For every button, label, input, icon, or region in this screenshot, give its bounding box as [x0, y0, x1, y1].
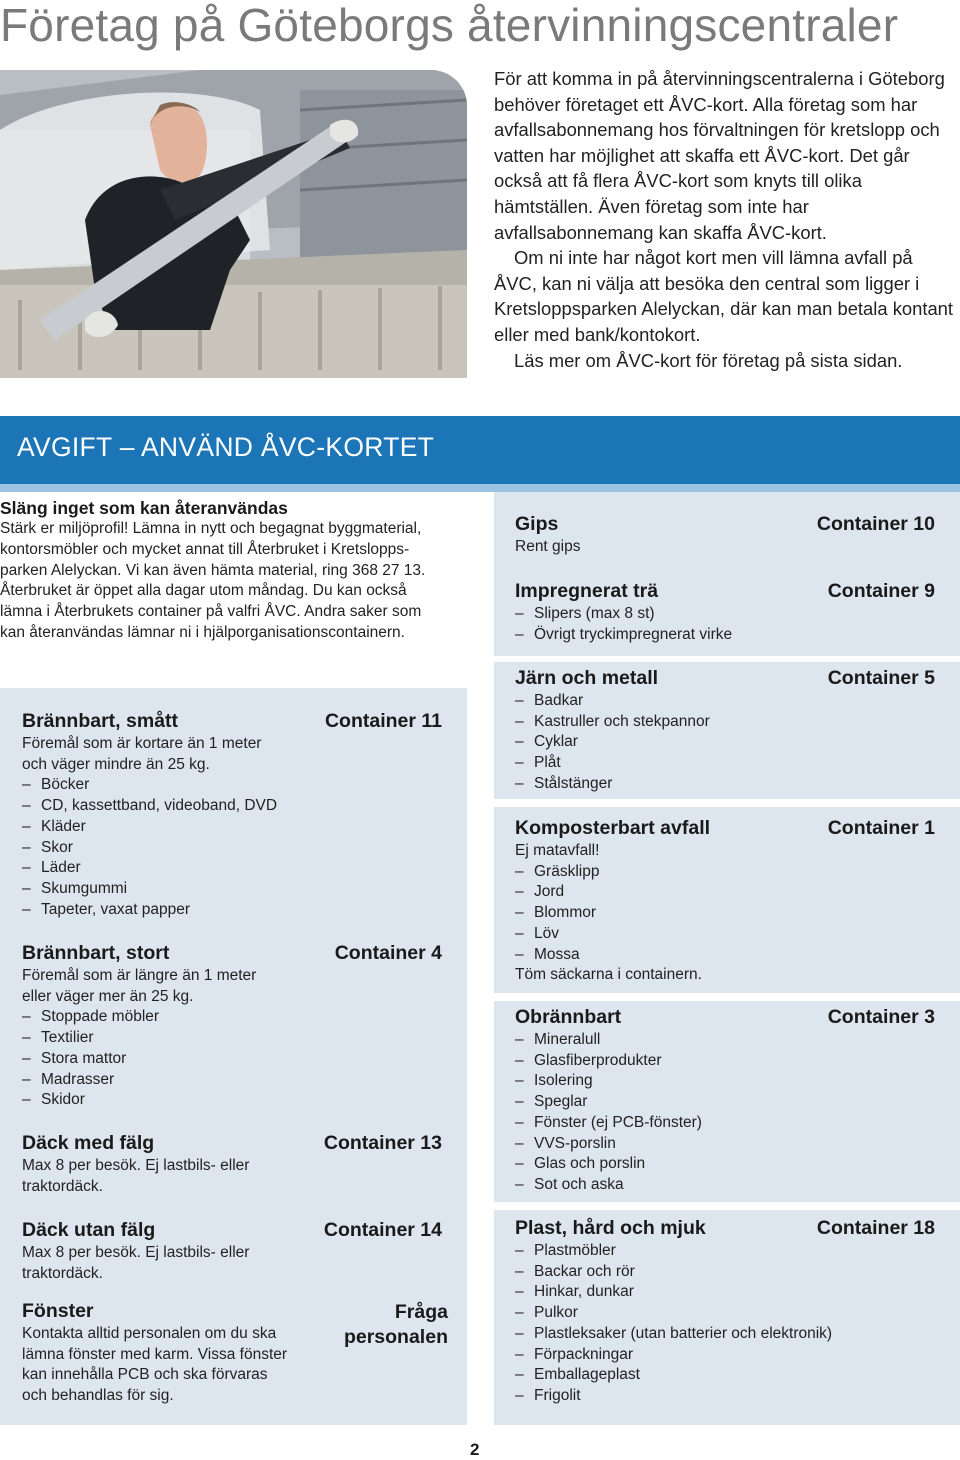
section-name: Komposterbart avfall	[515, 817, 711, 839]
container-label: Container 18	[816, 1217, 935, 1239]
list-item: – Backar och rör	[515, 1262, 935, 1283]
list-item: – Gräsklipp	[515, 862, 935, 883]
list-item: – Jord	[515, 882, 935, 903]
intro-paragraph-3: Läs mer om ÅVC-kort för företag på sista sidan.	[514, 349, 903, 371]
right-box-jarn	[494, 662, 960, 799]
reuse-line: kan återanvändas lämnar ni i hjälporganisationscontainern.	[0, 623, 405, 641]
section-desc: Rent gips	[515, 538, 581, 555]
section-header	[22, 1219, 442, 1243]
worker-photo-image	[0, 70, 467, 378]
section-plast	[515, 1217, 935, 1407]
container-label: Container 1	[827, 817, 935, 839]
section-name: Fönster	[22, 1300, 94, 1322]
list-item: – Löv	[515, 924, 935, 945]
container-label: Container 4	[334, 942, 442, 964]
section-footer: Töm säckarna i containern.	[515, 966, 702, 984]
list-item: – Plastmöbler	[515, 1241, 935, 1262]
section-dack-utan-falg	[22, 1219, 442, 1284]
section-name: Däck med fälg	[22, 1132, 155, 1154]
section-header	[515, 513, 935, 537]
section-name: Brännbart, smått	[22, 710, 179, 732]
list-item: – Böcker	[22, 775, 442, 796]
section-header	[22, 942, 442, 966]
list-item: – Isolering	[515, 1071, 935, 1092]
reuse-section	[0, 497, 470, 644]
intro-paragraph-2: Om ni inte har något kort men vill lämna avfall på ÅVC, kan ni välja att besöka den central som ligger i Kretsloppsparken Alelyckan, där kan man betala kontant eller med bank/kontokort.	[494, 247, 954, 345]
list-item: – Plåt	[515, 753, 935, 774]
list-item: – Cyklar	[515, 732, 935, 753]
list-item: – Slipers (max 8 st)	[515, 604, 935, 625]
section-dack-med-falg	[22, 1132, 442, 1197]
container-label: Container 11	[324, 710, 442, 732]
section-header	[515, 580, 935, 604]
section-brannbart-smatt	[22, 710, 442, 920]
list-item: – Fönster (ej PCB-fönster)	[515, 1113, 935, 1134]
list-item: – Glas och porslin	[515, 1154, 935, 1175]
section-header	[515, 667, 935, 691]
section-komposterbart	[515, 817, 935, 986]
section-brannbart-stort	[22, 942, 442, 1111]
page-title: Företag på Göteborgs återvinningscentraler	[0, 0, 899, 51]
intro-paragraph-1	[494, 66, 956, 245]
section-desc: Kontakta alltid personalen om du ska	[22, 1325, 277, 1342]
left-waste-box	[0, 688, 467, 1425]
list-item: – Skor	[22, 838, 442, 859]
section-header	[515, 1006, 935, 1030]
container-label: Container 10	[816, 513, 935, 535]
section-desc: Max 8 per besök. Ej lastbils- eller	[22, 1244, 250, 1261]
list-item: – Stora mattor	[22, 1049, 442, 1070]
section-desc: traktordäck.	[22, 1264, 103, 1282]
section-header	[515, 1217, 935, 1241]
list-item: – Sot och aska	[515, 1175, 935, 1196]
reuse-line: kontorsmöbler och mycket annat till Återbruket i Kretslopps-	[0, 540, 410, 558]
reuse-line: Återbruket är öppet alla dagar utom måndag. Du kan också	[0, 582, 407, 600]
section-header	[22, 710, 442, 734]
section-name: Obrännbart	[515, 1006, 622, 1028]
intro-text	[494, 66, 956, 373]
reuse-line: lämna i Återbrukets container på valfri ÅVC. Andra saker som	[0, 603, 422, 621]
list-item: – Pulkor	[515, 1303, 935, 1324]
fee-banner-title: AVGIFT – ANVÄND ÅVC-KORTET	[17, 432, 435, 462]
list-item: – Glasfiberprodukter	[515, 1051, 935, 1072]
list-item: – Hinkar, dunkar	[515, 1282, 935, 1303]
list-item: – CD, kassettband, videoband, DVD	[22, 796, 442, 817]
container-label: Container 14	[323, 1219, 442, 1241]
section-desc: och väger mindre än 25 kg.	[22, 755, 210, 773]
list-item: – Mineralull	[515, 1030, 935, 1051]
list-item: – Emballageplast	[515, 1365, 935, 1386]
list-item: – Skumgummi	[22, 879, 442, 900]
container-label	[344, 1300, 448, 1350]
worker-photo	[0, 70, 467, 378]
container-label: Container 9	[827, 580, 935, 602]
list-item: – Skidor	[22, 1090, 442, 1111]
list-item: – Läder	[22, 858, 442, 879]
section-header	[22, 1132, 442, 1156]
section-desc: Föremål som är längre än 1 meter	[22, 967, 257, 984]
list-item: – Blommor	[515, 903, 935, 924]
list-item: – Förpackningar	[515, 1345, 935, 1366]
list-item: – Tapeter, vaxat papper	[22, 900, 442, 921]
section-name: Impregnerat trä	[515, 580, 659, 602]
reuse-line: Stärk er miljöprofil! Lämna in nytt och begagnat byggmaterial,	[0, 520, 422, 537]
reuse-text	[0, 519, 470, 644]
right-box-obrannbart	[494, 1001, 960, 1202]
intro-p1: För att komma in på återvinningscentralerna i Göteborg behöver företaget ett ÅVC-kort. Alla företag som har avfallsabonnemang hos förvaltningen för kretslopp och vatten har möjlighet att skaffa ett ÅVC-kort. Det går också att få flera ÅVC-kort som knyts till olika hämtställen.	[494, 68, 945, 217]
section-desc: lämna fönster med karm. Vissa fönster	[22, 1345, 288, 1363]
section-note: Ej matavfall!	[515, 842, 600, 859]
right-box-kompost	[494, 807, 960, 993]
list-item: – Stålstänger	[515, 774, 935, 795]
container-label-line: personalen	[343, 1326, 448, 1348]
section-gips	[515, 513, 935, 558]
container-label: Container 13	[323, 1132, 442, 1154]
container-label: Container 3	[827, 1006, 935, 1028]
section-fonster	[22, 1300, 448, 1407]
section-desc: Föremål som är kortare än 1 meter	[22, 735, 262, 752]
section-name: Däck utan fälg	[22, 1219, 156, 1241]
section-desc: kan innehålla PCB och ska förvaras	[22, 1366, 268, 1384]
section-name: Brännbart, stort	[22, 942, 170, 964]
section-header	[515, 817, 935, 841]
container-label-line: Fråga	[394, 1301, 448, 1323]
section-jarn-och-metall	[515, 667, 935, 795]
section-desc: traktordäck.	[22, 1177, 103, 1195]
section-name: Plast, hård och mjuk	[515, 1217, 706, 1239]
section-name: Gips	[515, 513, 559, 535]
reuse-heading: Släng inget som kan återanvändas	[0, 498, 288, 518]
container-label: Container 5	[827, 667, 935, 689]
list-item: – Badkar	[515, 691, 935, 712]
section-impregnerat	[515, 580, 935, 645]
section-obrannbart	[515, 1006, 935, 1196]
list-item: – Stoppade möbler	[22, 1007, 442, 1028]
list-item: – VVS-porslin	[515, 1134, 935, 1155]
list-item: – Kläder	[22, 817, 442, 838]
fee-banner-underline	[0, 484, 960, 492]
section-desc: och behandlas för sig.	[22, 1387, 174, 1405]
list-item: – Övrigt tryckimpregnerat virke	[515, 625, 935, 646]
page-number: 2	[470, 1440, 480, 1459]
list-item: – Textilier	[22, 1028, 442, 1049]
list-item: – Madrasser	[22, 1070, 442, 1091]
section-desc: eller väger mer än 25 kg.	[22, 987, 194, 1005]
right-box-gips-impregnerat	[494, 492, 960, 656]
list-item: – Speglar	[515, 1092, 935, 1113]
list-item: – Mossa	[515, 945, 935, 966]
right-box-plast	[494, 1210, 960, 1425]
list-item: – Frigolit	[515, 1386, 935, 1407]
list-item: – Kastruller och stekpannor	[515, 712, 935, 733]
list-item: – Plastleksaker (utan batterier och elektronik)	[515, 1324, 935, 1345]
intro-p1b: Även företag som inte har avfallsabonnemang kan skaffa ÅVC-kort.	[494, 195, 827, 243]
section-desc: Max 8 per besök. Ej lastbils- eller	[22, 1157, 250, 1174]
reuse-line: parken Alelyckan. Vi kan även hämta material, ring 368 27 13.	[0, 561, 426, 579]
section-name: Järn och metall	[515, 667, 659, 689]
